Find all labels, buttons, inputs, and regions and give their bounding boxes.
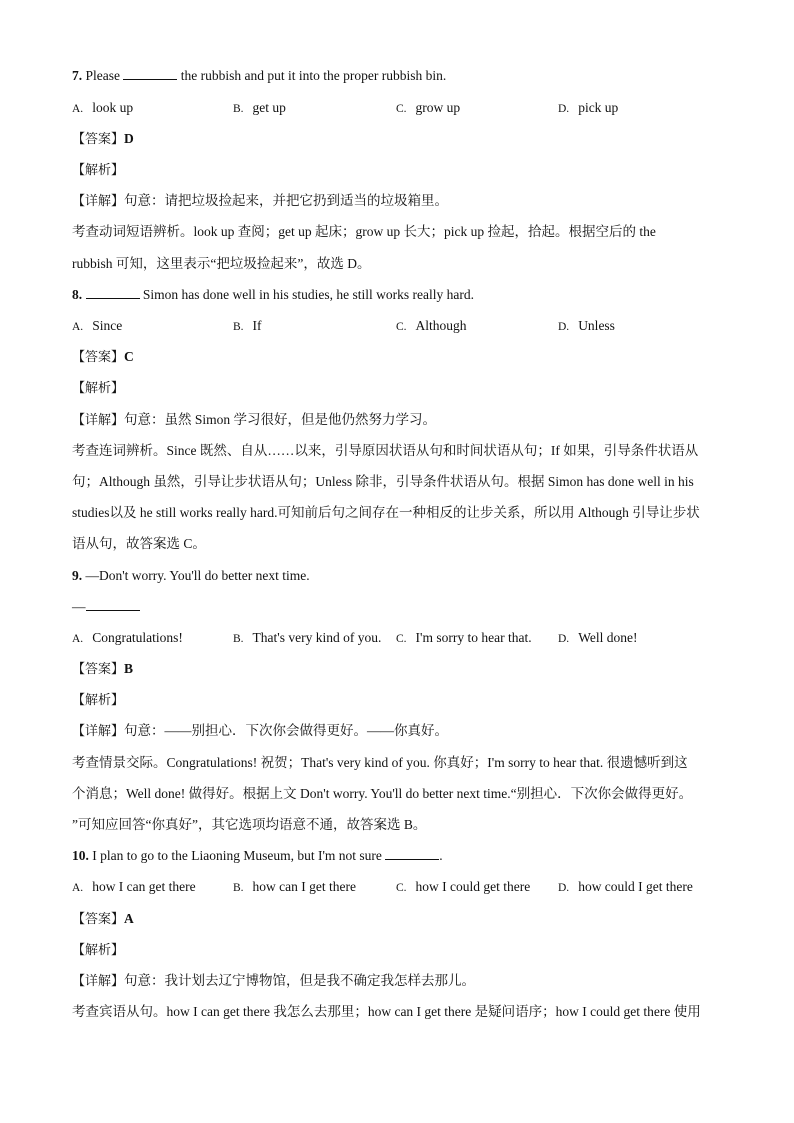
- answer-line: 【答案】B: [72, 661, 134, 677]
- question-8-stem: [72, 286, 474, 304]
- option-d: D. pick up: [558, 100, 619, 115]
- explanation-line: 个消息；Well done! 做得好。根据上文 Don't worry. You'll do better next time.“别担心．下次你会做得更好。: [72, 786, 693, 801]
- detail-line: 【详解】句意：请把垃圾捡起来，并把它扔到适当的垃圾箱里。: [72, 193, 449, 209]
- answer-line: 【答案】A: [72, 911, 134, 927]
- analysis-label: 【解析】: [72, 381, 125, 396]
- question-number: 9.: [72, 568, 83, 583]
- question-text: Please: [85, 68, 124, 83]
- option-a: A. Congratulations!: [72, 630, 183, 645]
- explanation-line: rubbish 可知，这里表示“把垃圾捡起来”，故选 D。: [72, 256, 371, 271]
- answer-line: 【答案】C: [72, 349, 134, 365]
- answer-blank: [123, 67, 177, 80]
- question-text: Simon has done well in his studies, he still works really hard.: [139, 287, 474, 302]
- question-number: 8.: [72, 287, 83, 302]
- answer-value: B: [124, 661, 134, 676]
- answer-blank: [86, 598, 140, 611]
- explanation-line: 语从句，故答案选 C。: [72, 536, 206, 551]
- option-c: C. how I could get there: [396, 879, 531, 894]
- explanation-line: ”可知应回答“你真好”，其它选项均语意不通，故答案选 B。: [72, 817, 427, 832]
- answer-value: D: [124, 131, 134, 146]
- explanation-line: 考查宾语从句。how I can get there 我怎么去那里；how can I get there 是疑问语序；how I could get there 使用: [72, 1004, 701, 1019]
- explanation-line: 考查动词短语辨析。look up 查阅；get up 起床；grow up 长大；pick up 捡起，拾起。根据空后的 the: [72, 224, 656, 239]
- detail-line: 【详解】句意：虽然 Simon 学习很好，但是他仍然努力学习。: [72, 412, 437, 428]
- answer-value: A: [124, 911, 134, 926]
- reply-line: —: [72, 598, 140, 616]
- analysis-label: 【解析】: [72, 163, 125, 178]
- option-d: D. how could I get there: [558, 879, 693, 894]
- question-7-stem: [72, 67, 446, 85]
- explanation-line: 句；Although 虽然，引导让步状语从句；Unless 除非，引导条件状语从句。根据 Simon has done well in his: [72, 474, 694, 489]
- question-text: I plan to go to the Liaoning Museum, but I'm not sure: [88, 848, 386, 863]
- option-a: A. look up: [72, 100, 134, 115]
- option-c: C. Although: [396, 318, 467, 333]
- option-a: A. how I can get there: [72, 879, 196, 894]
- question-text: the rubbish and put it into the proper rubbish bin.: [177, 68, 447, 83]
- explanation-line: 考查连词辨析。Since 既然、自从……以来，引导原因状语从句和时间状语从句；If 如果，引导条件状语从: [72, 443, 699, 458]
- answer-blank: [86, 286, 140, 299]
- question-number: 7.: [72, 68, 83, 83]
- option-b: B. how can I get there: [233, 879, 356, 894]
- analysis-label: 【解析】: [72, 693, 125, 708]
- answer-line: 【答案】D: [72, 131, 134, 147]
- question-9-stem: [72, 567, 310, 585]
- option-d: D. Well done!: [558, 630, 638, 645]
- question-10-stem: 10. I plan to go to the Liaoning Museum, but I'm not sure .: [72, 848, 443, 863]
- answer-blank: [385, 847, 439, 860]
- option-c: C. grow up: [396, 100, 461, 115]
- option-b: B. If: [233, 318, 262, 333]
- question-text: —Don't worry. You'll do better next time.: [82, 568, 310, 583]
- analysis-label: 【解析】: [72, 943, 125, 958]
- answer-value: C: [124, 349, 134, 364]
- question-number: 10.: [72, 848, 89, 863]
- explanation-line: 考查情景交际。Congratulations! 祝贺；That's very kind of you. 你真好；I'm sorry to hear that. 很遗憾听到这: [72, 755, 688, 770]
- option-c: C. I'm sorry to hear that.: [396, 630, 532, 645]
- detail-line: 【详解】句意：——别担心．下次你会做得更好。——你真好。: [72, 723, 449, 739]
- option-a: A. Since: [72, 318, 123, 333]
- option-b: B. That's very kind of you.: [233, 630, 382, 645]
- explanation-line: studies以及 he still works really hard.可知前后句之间存在一种相反的让步关系，所以用 Although 引导让步状: [72, 505, 700, 520]
- option-d: D. Unless: [558, 318, 615, 333]
- option-b: B. get up: [233, 100, 286, 115]
- detail-line: 【详解】句意：我计划去辽宁博物馆，但是我不确定我怎样去那儿。: [72, 973, 476, 989]
